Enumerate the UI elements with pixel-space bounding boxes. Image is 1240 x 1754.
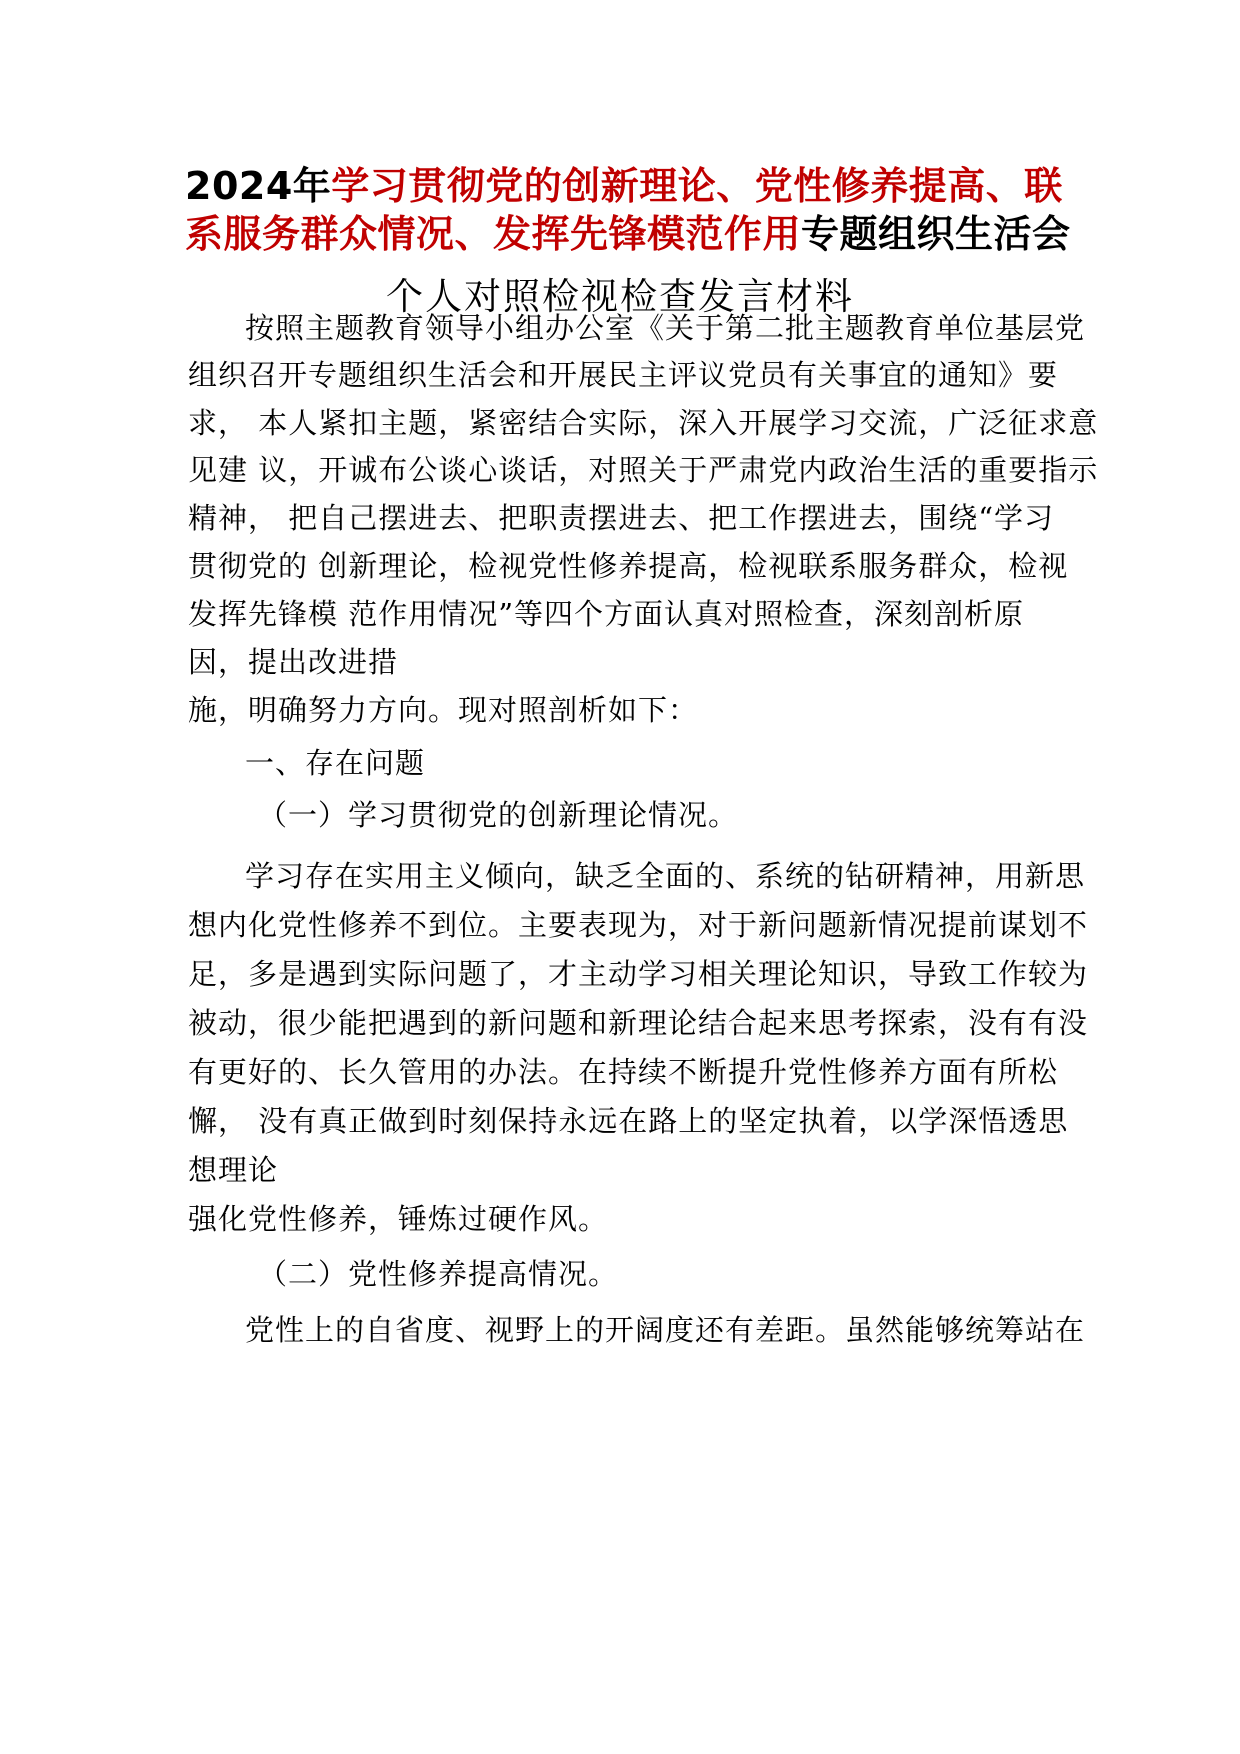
paragraph-line: 求， 本人紧扣主题，紧密结合实际，深入开展学习交流，广泛征求意 — [188, 406, 1099, 440]
paragraph-line: 施，明确努力方向。现对照剖析如下： — [188, 693, 699, 727]
section-heading: 一、存在问题 — [245, 746, 426, 780]
paragraph-line: 贯彻党的 创新理论，检视党性修养提高，检视联系服务群众，检视 — [188, 549, 1069, 583]
paragraph-line: 想内化党性修养不到位。主要表现为，对于新问题新情况提前谋划不 — [188, 908, 1089, 942]
paragraph-line: 强化党性修养，锤炼过硬作风。 — [188, 1202, 609, 1236]
title-red-part-2: 系服务群众情况、发挥先锋模范作用 — [185, 212, 802, 256]
title-line-1 — [185, 162, 1063, 210]
paragraph-line: 精神， 把自己摆进去、把职责摆进去、把工作摆进去，围绕“学习 — [188, 501, 1055, 535]
document-title — [185, 162, 1071, 258]
paragraph-line: 想理论 — [188, 1153, 279, 1187]
paragraph-line: 被动，很少能把遇到的新问题和新理论结合起来思考探索，没有有没 — [188, 1006, 1089, 1040]
paragraph-line: 学习存在实用主义倾向，缺乏全面的、系统的钻研精神，用新思 — [245, 859, 1086, 893]
paragraph-line: 党性上的自省度、视野上的开阔度还有差距。虽然能够统筹站在 — [245, 1313, 1086, 1347]
title-suffix: 专题组织生活会 — [801, 212, 1071, 256]
paragraph-line: 发挥先锋模 范作用情况”等四个方面认真对照检查，深刻剖析原 — [188, 597, 1025, 631]
title-line-2 — [185, 210, 1071, 258]
paragraph-line: 足，多是遇到实际问题了，才主动学习相关理论知识，导致工作较为 — [188, 957, 1089, 991]
subsection-heading: （一）学习贯彻党的创新理论情况。 — [258, 798, 739, 832]
paragraph-line: 见建 议，开诚布公谈心谈话，对照关于严肃党内政治生活的重要指示 — [188, 453, 1099, 487]
paragraph-line: 有更好的、长久管用的办法。在持续不断提升党性修养方面有所松 — [188, 1055, 1059, 1089]
document-subtitle: 个人对照检视检查发言材料 — [386, 275, 854, 318]
subsection-heading: （二）党性修养提高情况。 — [258, 1257, 619, 1291]
paragraph-line: 懈， 没有真正做到时刻保持永远在路上的坚定执着，以学深悟透思 — [188, 1104, 1069, 1138]
paragraph-line: 组织召开专题组织生活会和开展民主评议党员有关事宜的通知》要 — [188, 358, 1059, 392]
paragraph-line: 按照主题教育领导小组办公室《关于第二批主题教育单位基层党 — [245, 311, 1086, 345]
title-red-part-1: 学习贯彻党的创新理论、党性修养提高、联 — [331, 164, 1063, 208]
paragraph-line: 因，提出改进措 — [188, 645, 399, 679]
title-year: 2024年 — [185, 164, 332, 208]
